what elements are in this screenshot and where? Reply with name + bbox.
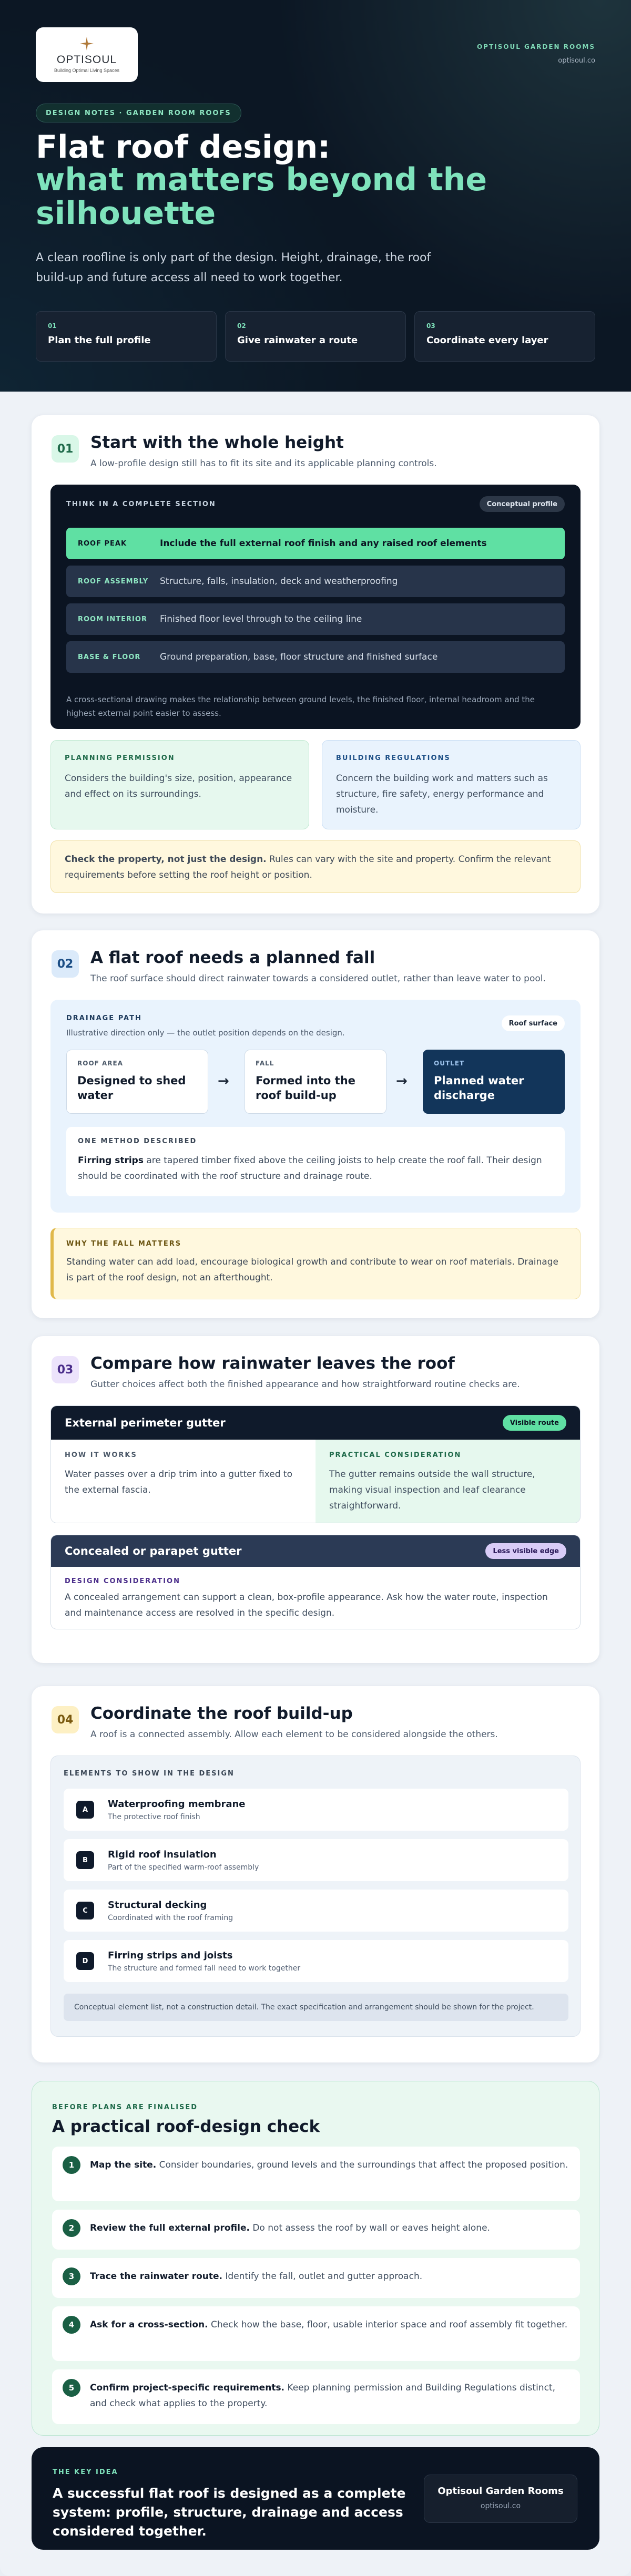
hero-cards bbox=[36, 311, 595, 362]
section-whole-height bbox=[32, 415, 599, 914]
hero-card-number: 02 bbox=[237, 322, 246, 330]
roof-design-checklist bbox=[32, 2081, 599, 2436]
section-number: 04 bbox=[52, 1706, 79, 1733]
flow-step-value: Designed to shed water bbox=[77, 1074, 186, 1102]
section-number: 03 bbox=[52, 1356, 79, 1383]
flow-step-value: Planned water discharge bbox=[434, 1074, 524, 1102]
footer-brand-name: Optisoul Garden Rooms bbox=[437, 2486, 564, 2497]
profile-row-value: Ground preparation, base, floor structure and finished surface bbox=[160, 652, 438, 662]
profile-panel bbox=[50, 485, 581, 729]
checklist-text-block bbox=[90, 2267, 422, 2284]
section-number: 02 bbox=[52, 950, 79, 978]
hero-lead: A clean roofline is only part of the design. Height, drainage, the roof build-up and future access all need to work together. bbox=[36, 251, 431, 284]
column-text: Water passes over a drip trim into a gutter fixed to the external fascia. bbox=[65, 1469, 292, 1495]
checklist-bold: Trace the rainwater route. bbox=[90, 2271, 222, 2282]
checklist-text: Check how the base, floor, usable interior space and roof assembly fit together. bbox=[208, 2320, 568, 2330]
element-badge: A bbox=[76, 1801, 94, 1819]
star-logo-icon bbox=[80, 37, 94, 50]
element-title: Waterproofing membrane bbox=[108, 1798, 246, 1810]
column-text: A concealed arrangement can support a clean, box-profile appearance. Ask how the water route, inspection and maintenance access are resolved in the specific design. bbox=[65, 1592, 548, 1618]
elements-note: Conceptual element list, not a construction detail. The exact specification and arrangement should be shown for the project. bbox=[64, 1994, 568, 2021]
panel-subtitle: Illustrative direction only — the outlet position depends on the design. bbox=[66, 1028, 345, 1038]
profile-row-key: BASE & FLOOR bbox=[78, 653, 141, 661]
profile-row-room-interior bbox=[66, 603, 565, 635]
less-visible-edge-badge: Less visible edge bbox=[485, 1543, 566, 1559]
flow-step-roof-area bbox=[66, 1050, 208, 1114]
elements-panel bbox=[50, 1756, 581, 2037]
element-badge: D bbox=[76, 1952, 94, 1970]
checklist-item bbox=[52, 2258, 580, 2298]
note-bold: Check the property, not just the design. bbox=[65, 854, 267, 865]
footer-brand-box[interactable] bbox=[424, 2475, 577, 2523]
panel-kicker: ELEMENTS TO SHOW IN THE DESIGN bbox=[64, 1770, 235, 1778]
section-gutters bbox=[32, 1336, 599, 1663]
section-build-up bbox=[32, 1686, 599, 2062]
method-bold: Firring strips bbox=[78, 1155, 144, 1166]
conceptual-profile-badge: Conceptual profile bbox=[480, 496, 565, 512]
column-kicker: DESIGN CONSIDERATION bbox=[65, 1577, 180, 1585]
element-title: Structural decking bbox=[108, 1899, 207, 1911]
brand-url[interactable]: optisoul.co bbox=[558, 57, 595, 65]
page-title: Flat roof design: bbox=[36, 129, 331, 166]
external-gutter-card bbox=[50, 1405, 581, 1523]
section-subtitle: A low-profile design still has to fit its site and its applicable planning controls. bbox=[90, 458, 437, 469]
logo-name: OPTISOUL bbox=[56, 53, 117, 66]
planning-permission-card bbox=[50, 740, 309, 829]
panel-kicker: THINK IN A COMPLETE SECTION bbox=[66, 500, 216, 508]
element-title: Rigid roof insulation bbox=[108, 1849, 217, 1860]
profile-row-base-floor bbox=[66, 641, 565, 673]
hero-card-label: Plan the full profile bbox=[48, 335, 151, 346]
hero-card-label: Give rainwater a route bbox=[237, 335, 358, 346]
checklist-bold: Map the site. bbox=[90, 2160, 157, 2170]
checklist-title: A practical roof-design check bbox=[52, 2117, 320, 2136]
hero-card[interactable] bbox=[414, 311, 595, 362]
checklist-bold: Confirm project-specific requirements. bbox=[90, 2383, 285, 2393]
element-subtitle: Part of the specified warm-roof assembly bbox=[108, 1863, 259, 1872]
flow-step-fall bbox=[245, 1050, 386, 1114]
flow-step-outlet bbox=[423, 1050, 565, 1114]
checklist-number: 4 bbox=[63, 2316, 80, 2334]
hero-card[interactable] bbox=[225, 311, 406, 362]
profile-row-roof-peak bbox=[66, 528, 565, 559]
brand-block bbox=[477, 43, 595, 65]
brand-name: OPTISOUL GARDEN ROOMS bbox=[476, 43, 595, 50]
practical-consideration bbox=[316, 1440, 580, 1523]
section-subtitle: Gutter choices affect both the finished appearance and how straightforward routine checks are. bbox=[90, 1379, 520, 1390]
footer-text: A successful flat roof is designed as a complete system: profile, structure, drainage and access considered together. bbox=[53, 2486, 406, 2539]
flow-step-key: OUTLET bbox=[434, 1060, 465, 1067]
why-kicker: WHY THE FALL MATTERS bbox=[66, 1240, 182, 1248]
why-text: Standing water can add load, encourage biological growth and contribute to wear on roof materials. Drainage is part of the roof design, not an afterthought. bbox=[66, 1257, 558, 1283]
hero bbox=[0, 0, 631, 392]
checklist-bold: Review the full external profile. bbox=[90, 2223, 250, 2233]
method-text-block bbox=[78, 1153, 553, 1184]
checklist-number: 2 bbox=[63, 2219, 80, 2237]
profile-row-value: Include the full external roof finish and any raised roof elements bbox=[160, 538, 487, 549]
element-title: Firring strips and joists bbox=[108, 1949, 233, 1961]
section-title: Coordinate the roof build-up bbox=[90, 1704, 353, 1723]
hero-card-number: 03 bbox=[426, 322, 435, 330]
hero-card[interactable] bbox=[36, 311, 217, 362]
section-number: 01 bbox=[52, 435, 79, 463]
panel-kicker: DRAINAGE PATH bbox=[66, 1014, 142, 1022]
arrow-right-icon: → bbox=[218, 1073, 229, 1089]
checklist-text: Keep planning permission and Building Regulations distinct, and check what applies to the property. bbox=[90, 2383, 555, 2409]
panel-note: A cross-sectional drawing makes the relationship between ground levels, the finished floor, internal headroom and the highest external point easier to assess. bbox=[66, 695, 535, 718]
page-title-accent: what matters beyond the silhouette bbox=[36, 161, 487, 232]
element-subtitle: The protective roof finish bbox=[108, 1812, 200, 1821]
card-text: Considers the building's size, position, appearance and effect on its surroundings. bbox=[65, 773, 292, 799]
column-kicker: PRACTICAL CONSIDERATION bbox=[329, 1451, 462, 1459]
element-item bbox=[64, 1839, 568, 1881]
logo[interactable] bbox=[36, 27, 138, 82]
checklist-item bbox=[52, 2210, 580, 2250]
key-idea-footer bbox=[32, 2447, 599, 2550]
gutter-header bbox=[51, 1406, 580, 1440]
element-item bbox=[64, 1890, 568, 1932]
element-subtitle: Coordinated with the roof framing bbox=[108, 1913, 233, 1922]
checklist-text-block bbox=[90, 2379, 569, 2411]
footer-kicker: THE KEY IDEA bbox=[53, 2468, 118, 2476]
building-regulations-card bbox=[322, 740, 581, 829]
property-check-note bbox=[50, 840, 581, 893]
checklist-text-block bbox=[90, 2156, 568, 2173]
checklist-bold: Ask for a cross-section. bbox=[90, 2320, 208, 2330]
section-title: Start with the whole height bbox=[90, 433, 344, 452]
gutter-title: External perimeter gutter bbox=[65, 1417, 226, 1429]
element-item bbox=[64, 1789, 568, 1831]
how-it-works bbox=[51, 1440, 316, 1523]
column-kicker: HOW IT WORKS bbox=[65, 1451, 137, 1459]
section-subtitle: A roof is a connected assembly. Allow each element to be considered alongside the others. bbox=[90, 1729, 498, 1740]
section-subtitle: The roof surface should direct rainwater towards a considered outlet, rather than leave water to pool. bbox=[90, 973, 546, 984]
concealed-gutter-card bbox=[50, 1535, 581, 1629]
checklist-item bbox=[52, 2306, 580, 2361]
column-text: The gutter remains outside the wall structure, making visual inspection and leaf clearance straightforward. bbox=[329, 1469, 535, 1511]
note-text: Rules can vary with the site and property. Confirm the relevant requirements before setting the roof height or position. bbox=[65, 854, 551, 880]
element-subtitle: The structure and formed fall need to work together bbox=[108, 1964, 301, 1973]
logo-tagline: Building Optimal Living Spaces bbox=[54, 67, 120, 73]
checklist-item bbox=[52, 2369, 580, 2424]
hero-card-number: 01 bbox=[48, 322, 57, 330]
drainage-panel bbox=[50, 1000, 581, 1213]
flow-step-value: Formed into the roof build-up bbox=[256, 1074, 355, 1102]
checklist-number: 3 bbox=[63, 2267, 80, 2285]
checklist-item bbox=[52, 2147, 580, 2201]
profile-row-key: ROOF PEAK bbox=[78, 539, 127, 548]
profile-row-key: ROOF ASSEMBLY bbox=[78, 577, 149, 586]
checklist-number: 1 bbox=[63, 2156, 80, 2174]
arrow-right-icon: → bbox=[396, 1073, 408, 1089]
flow-step-key: ROOF AREA bbox=[77, 1060, 124, 1067]
gutter-header bbox=[51, 1535, 580, 1567]
checklist-text: Identify the fall, outlet and gutter approach. bbox=[222, 2271, 423, 2282]
element-badge: B bbox=[76, 1851, 94, 1869]
hero-card-label: Coordinate every layer bbox=[426, 335, 548, 346]
element-badge: C bbox=[76, 1902, 94, 1920]
checklist-text: Do not assess the roof by wall or eaves height alone. bbox=[249, 2223, 490, 2233]
profile-row-roof-assembly bbox=[66, 566, 565, 597]
visible-route-badge: Visible route bbox=[503, 1415, 566, 1431]
why-fall-matters-note bbox=[50, 1228, 581, 1299]
element-item bbox=[64, 1940, 568, 1982]
hero-badge: DESIGN NOTES · GARDEN ROOM ROOFS bbox=[36, 104, 241, 122]
checklist-number: 5 bbox=[63, 2379, 80, 2397]
method-card bbox=[66, 1127, 565, 1196]
checklist-text-block bbox=[90, 2316, 567, 2333]
section-planned-fall bbox=[32, 930, 599, 1318]
profile-row-key: ROOM INTERIOR bbox=[78, 615, 147, 623]
profile-row-value: Finished floor level through to the ceiling line bbox=[160, 614, 362, 624]
section-title: A flat roof needs a planned fall bbox=[90, 948, 375, 967]
checklist-text: Consider boundaries, ground levels and the surroundings that affect the proposed position. bbox=[156, 2160, 568, 2170]
gutter-columns bbox=[51, 1440, 580, 1523]
method-kicker: ONE METHOD DESCRIBED bbox=[78, 1137, 197, 1145]
card-kicker: BUILDING REGULATIONS bbox=[336, 754, 451, 762]
section-title: Compare how rainwater leaves the roof bbox=[90, 1354, 455, 1373]
profile-row-value: Structure, falls, insulation, deck and weatherproofing bbox=[160, 576, 398, 587]
card-text: Concern the building work and matters such as structure, fire safety, energy performance and moisture. bbox=[336, 773, 548, 815]
method-text: are tapered timber fixed above the ceiling joists to help create the roof fall. Their design should be coordinated with the roof structure and drainage route. bbox=[78, 1155, 542, 1182]
roof-surface-badge: Roof surface bbox=[502, 1015, 565, 1031]
card-kicker: PLANNING PERMISSION bbox=[65, 754, 175, 762]
flow-step-key: FALL bbox=[256, 1060, 274, 1067]
gutter-title: Concealed or parapet gutter bbox=[65, 1545, 242, 1557]
design-consideration bbox=[51, 1567, 580, 1629]
checklist-kicker: BEFORE PLANS ARE FINALISED bbox=[52, 2103, 198, 2111]
checklist-text-block bbox=[90, 2219, 490, 2236]
footer-brand-url[interactable]: optisoul.co bbox=[480, 2502, 521, 2510]
